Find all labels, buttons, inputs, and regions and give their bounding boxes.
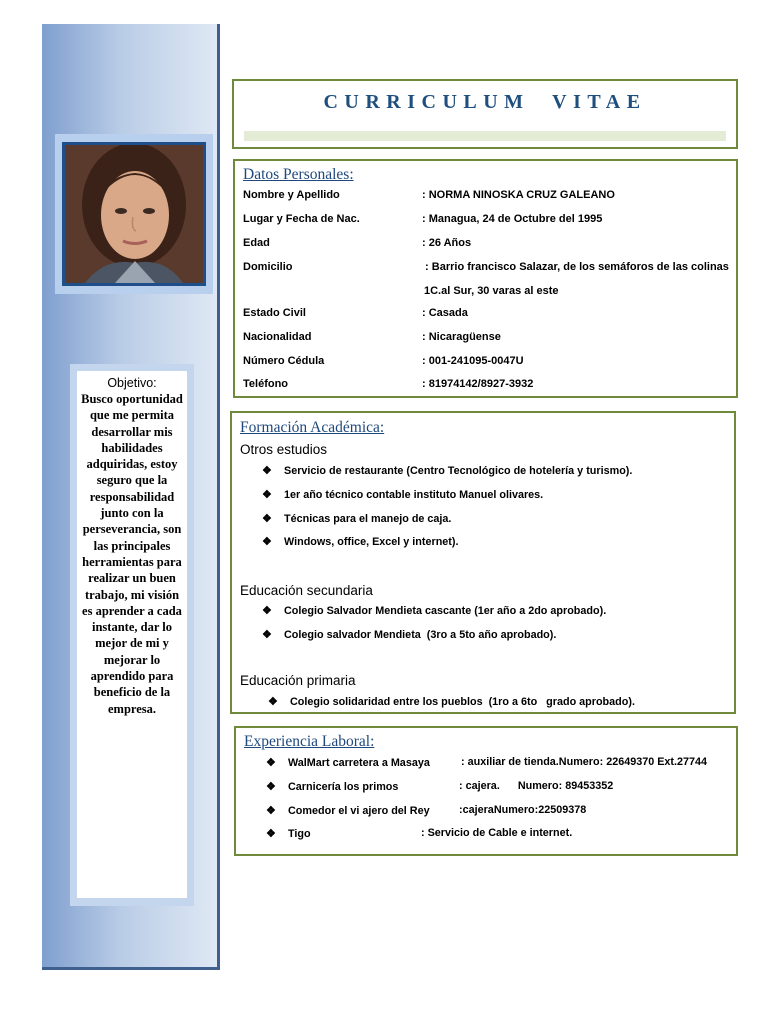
personal-value: : NORMA NINOSKA CRUZ GALEANO: [422, 189, 615, 201]
personal-label: Nacionalidad: [243, 331, 312, 343]
list-item: ❖ Técnicas para el manejo de caja.: [262, 513, 452, 525]
objective-text: Busco oportunidad que me permita desarrollar mis habilidades adquiridas, estoy seguro que la responsabilidad junto con la perseverancia, son las principales herramientas para realizar un buen trabajo, mi visión es aprender a cada instante, dar lo mejor de mi y mejorar lo aprendido para beneficio de la empresa.: [81, 392, 183, 716]
personal-value: : Casada: [422, 307, 468, 319]
personal-label: Número Cédula: [243, 355, 325, 367]
personal-value-continued: 1C.al Sur, 30 varas al este: [424, 285, 559, 297]
bullet-icon: ❖: [262, 465, 272, 477]
personal-label: Nombre y Apellido: [243, 189, 340, 201]
page-title: CURRICULUM VITAE: [323, 91, 647, 113]
primary-title: Educación primaria: [240, 673, 356, 688]
personal-label: Edad: [243, 237, 270, 249]
list-item: ❖ Tigo: [266, 828, 311, 840]
bullet-icon: ❖: [262, 489, 272, 501]
title-box: [232, 79, 738, 149]
personal-value: : 81974142/8927-3932: [422, 378, 534, 390]
bullet-icon: ❖: [266, 828, 276, 840]
list-item: ❖ WalMart carretera a Masaya: [266, 757, 430, 769]
list-item: ❖ Windows, office, Excel y internet).: [262, 536, 459, 548]
other-studies-title: Otros estudios: [240, 442, 328, 457]
bullet-icon: ❖: [262, 513, 272, 525]
profile-photo: [62, 142, 206, 286]
list-item: ❖ Carnicería los primos: [266, 781, 399, 793]
list-item: ❖ Comedor el vi ajero del Rey: [266, 805, 430, 817]
title-bar: [244, 131, 726, 141]
bullet-icon: ❖: [266, 781, 276, 793]
bullet-icon: ❖: [268, 696, 278, 708]
secondary-title: Educación secundaria: [240, 583, 373, 598]
education-heading: Formación Académica:: [240, 419, 385, 436]
work-detail: : auxiliar de tienda.Numero: 22649370 Ext.27744: [461, 756, 708, 768]
list-item: ❖ Colegio salvador Mendieta (3ro a 5to año aprobado).: [262, 629, 557, 641]
work-heading: Experiencia Laboral:: [244, 733, 375, 750]
bullet-icon: ❖: [262, 629, 272, 641]
personal-value: : Nicaragüense: [422, 331, 501, 343]
bullet-icon: ❖: [266, 805, 276, 817]
objective-title: Objetivo:: [107, 376, 157, 390]
personal-label: Estado Civil: [243, 307, 306, 319]
list-item: ❖ Servicio de restaurante (Centro Tecnológico de hotelería y turismo).: [262, 465, 633, 477]
bullet-icon: ❖: [262, 536, 272, 548]
personal-value: : Barrio francisco Salazar, de los semáforos de las colinas: [422, 261, 729, 273]
bullet-icon: ❖: [266, 757, 276, 769]
personal-value: : 26 Años: [422, 237, 472, 249]
personal-heading: Datos Personales:: [243, 166, 354, 183]
personal-value: : 001-241095-0047U: [422, 355, 524, 367]
list-item: ❖ Colegio Salvador Mendieta cascante (1er año a 2do aprobado).: [262, 605, 607, 617]
list-item: ❖ 1er año técnico contable instituto Manuel olivares.: [262, 489, 544, 501]
portrait-illustration: [65, 145, 203, 283]
bullet-icon: ❖: [262, 605, 272, 617]
work-detail: :cajeraNumero:22509378: [459, 804, 587, 816]
work-detail: : Servicio de Cable e internet.: [421, 827, 573, 839]
list-item: ❖ Colegio solidaridad entre los pueblos (1ro a 6to grado aprobado).: [268, 696, 635, 708]
personal-label: Teléfono: [243, 378, 289, 390]
personal-value: : Managua, 24 de Octubre del 1995: [422, 213, 603, 225]
work-detail: : cajera. Numero: 89453352: [459, 780, 614, 792]
personal-label: Domicilio: [243, 261, 293, 273]
personal-label: Lugar y Fecha de Nac.: [243, 213, 360, 225]
objective-box: [77, 371, 187, 898]
